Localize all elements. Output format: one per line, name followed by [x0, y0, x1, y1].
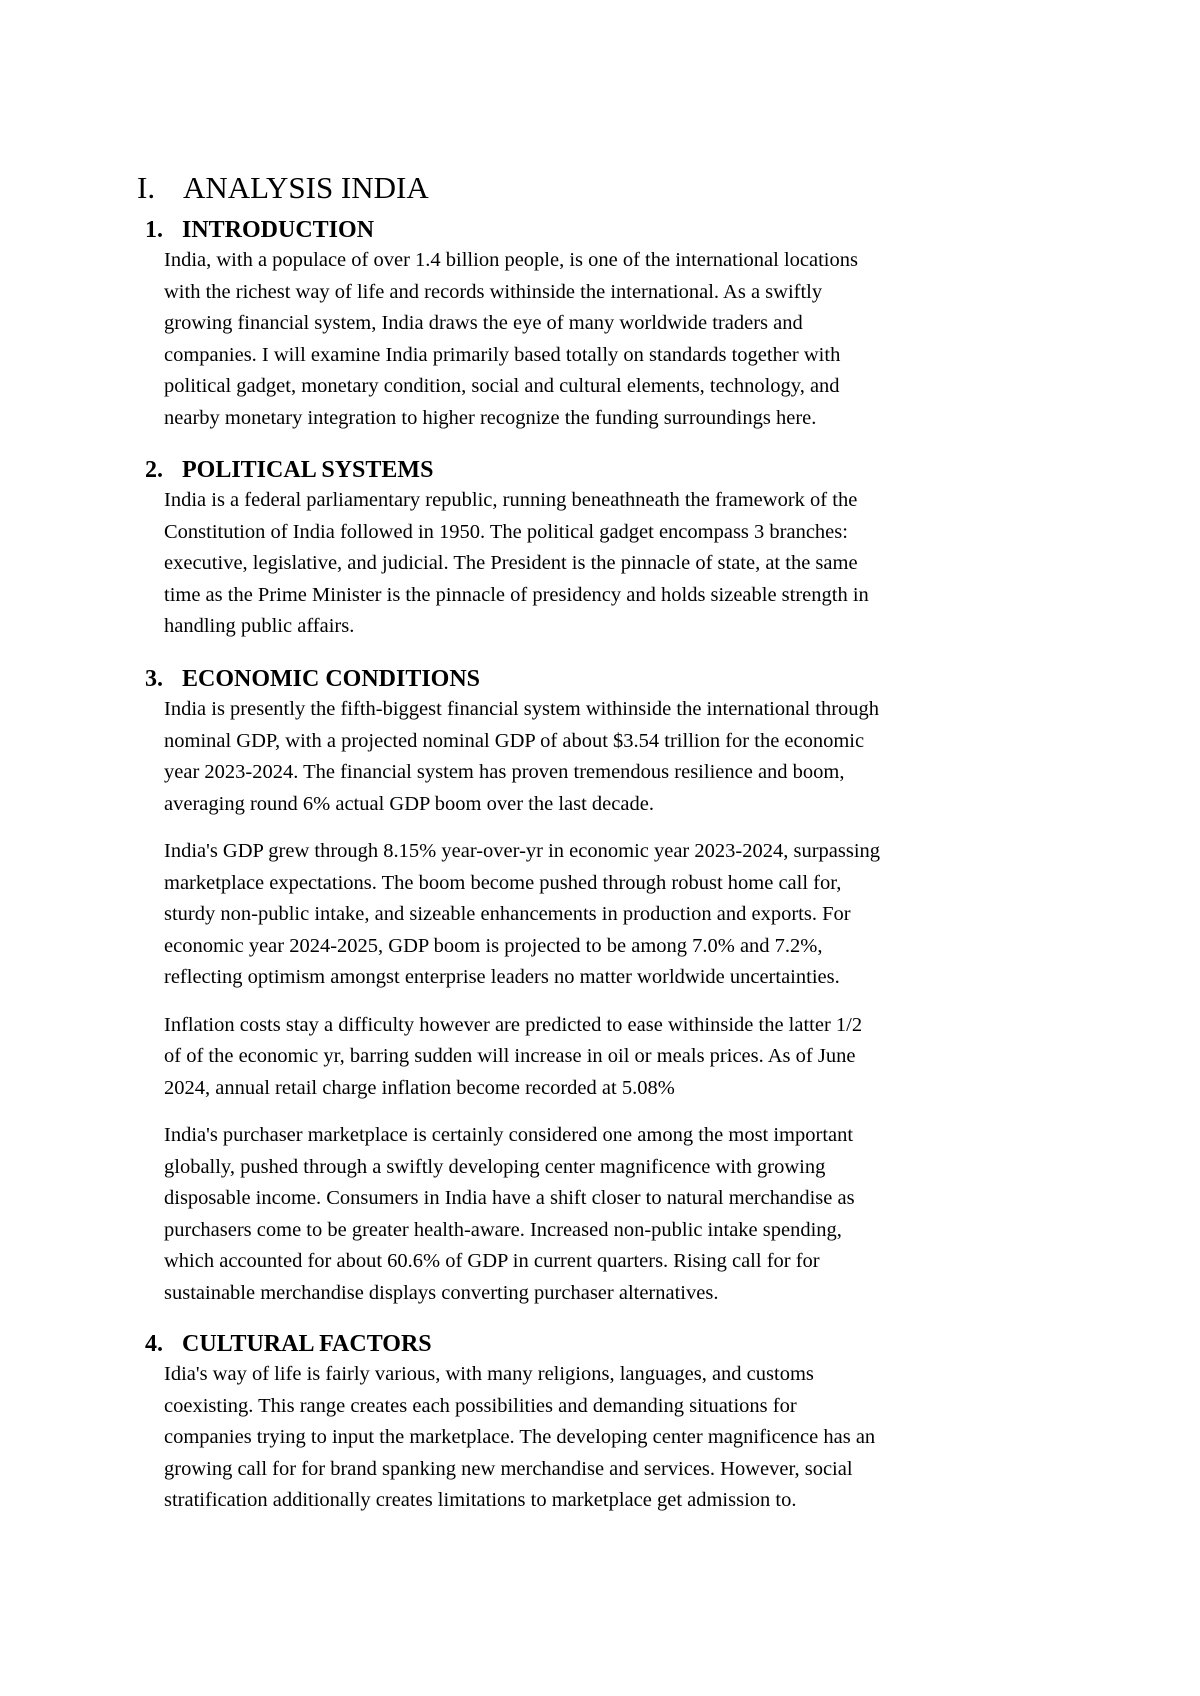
text-line: companies. I will examine India primarily based totally on standards together with: [164, 343, 841, 366]
section-number: 4.: [145, 1331, 163, 1357]
text-line: purchasers come to be greater health-aware. Increased non-public intake spending,: [164, 1218, 842, 1241]
main-heading-number: I.: [137, 170, 156, 205]
text-line: nearby monetary integration to higher recognize the funding surroundings here.: [164, 406, 817, 429]
section-heading: [145, 455, 1075, 485]
text-line: India is a federal parliamentary republic, running beneathneath the framework of the: [164, 489, 858, 511]
text-line: growing call for for brand spanking new merchandise and services. However, social: [164, 1457, 853, 1480]
text-line: India is presently the fifth-biggest financial system withinside the international through: [164, 698, 880, 720]
section-political-systems: [145, 455, 1075, 659]
text-line: reflecting optimism amongst enterprise leaders no matter worldwide uncertainties.: [164, 966, 840, 988]
text-line: stratification additionally creates limitations to marketplace get admission to.: [164, 1489, 797, 1511]
text-line: time as the Prime Minister is the pinnacle of presidency and holds sizeable strength in: [164, 583, 869, 606]
text-line: executive, legislative, and judicial. The President is the pinnacle of state, at the same: [164, 552, 858, 574]
main-heading-title: ANALYSIS INDIA: [183, 170, 429, 205]
paragraph: [164, 1359, 1075, 1517]
text-line: Inflation costs stay a difficulty however are predicted to ease withinside the latter 1/2: [164, 1013, 863, 1036]
text-line: economic year 2024-2025, GDP boom is projected to be among 7.0% and 7.2%,: [164, 934, 823, 957]
text-line: with the richest way of life and records withinside the international. As a swiftly: [164, 280, 823, 303]
text-line: year 2023-2024. The financial system has proven tremendous resilience and boom,: [164, 761, 845, 783]
section-number: 2.: [145, 457, 163, 483]
text-line: Idia's way of life is fairly various, with many religions, languages, and customs: [164, 1363, 814, 1385]
main-heading: [137, 170, 429, 206]
section-number: 3.: [145, 666, 163, 692]
text-line: India, with a populace of over 1.4 billion people, is one of the international locations: [164, 249, 858, 271]
text-line: nominal GDP, with a projected nominal GDP of about $3.54 trillion for the economic: [164, 729, 865, 752]
text-line: disposable income. Consumers in India have a shift closer to natural merchandise as: [164, 1187, 855, 1209]
section-heading: [145, 664, 1075, 694]
text-line: sturdy non-public intake, and sizeable enhancements in production and exports. For: [164, 903, 851, 925]
section-title: CULTURAL FACTORS: [182, 1331, 432, 1357]
text-line: handling public affairs.: [164, 615, 355, 637]
section-number: 1.: [145, 217, 163, 243]
paragraph: [164, 1010, 1075, 1105]
text-line: of of the economic yr, barring sudden will increase in oil or meals prices. As of June: [164, 1045, 856, 1067]
text-line: globally, pushed through a swiftly developing center magnificence with growing: [164, 1155, 826, 1178]
section-title: POLITICAL SYSTEMS: [182, 457, 434, 483]
text-line: coexisting. This range creates each possibilities and demanding situations for: [164, 1394, 797, 1417]
text-line: companies trying to input the marketplace. The developing center magnificence has an: [164, 1426, 876, 1448]
text-line: 2024, annual retail charge inflation become recorded at 5.08%: [164, 1076, 675, 1099]
section-heading: [145, 215, 1075, 245]
text-line: Constitution of India followed in 1950. The political gadget encompass 3 branches:: [164, 520, 848, 543]
paragraph: [164, 836, 1075, 994]
section-cultural-factors: [145, 1329, 1075, 1533]
section-title: INTRODUCTION: [182, 217, 375, 243]
section-introduction: [145, 215, 1075, 450]
section-title: ECONOMIC CONDITIONS: [182, 666, 481, 692]
text-line: which accounted for about 60.6% of GDP in current quarters. Rising call for for: [164, 1250, 820, 1272]
section-economic-conditions: [145, 664, 1075, 1325]
paragraph: [164, 694, 1075, 820]
text-line: political gadget, monetary condition, social and cultural elements, technology, and: [164, 375, 840, 397]
paragraph: [164, 245, 1075, 434]
text-line: India's purchaser marketplace is certainly considered one among the most important: [164, 1124, 854, 1146]
text-line: India's GDP grew through 8.15% year-over-yr in economic year 2023-2024, surpassing: [164, 840, 881, 862]
text-line: marketplace expectations. The boom become pushed through robust home call for,: [164, 871, 842, 894]
section-heading: [145, 1329, 1075, 1359]
paragraph: [164, 1120, 1075, 1309]
text-line: averaging round 6% actual GDP boom over the last decade.: [164, 792, 654, 815]
text-line: growing financial system, India draws the eye of many worldwide traders and: [164, 312, 803, 334]
text-line: sustainable merchandise displays converting purchaser alternatives.: [164, 1281, 719, 1304]
paragraph: [164, 485, 1075, 643]
